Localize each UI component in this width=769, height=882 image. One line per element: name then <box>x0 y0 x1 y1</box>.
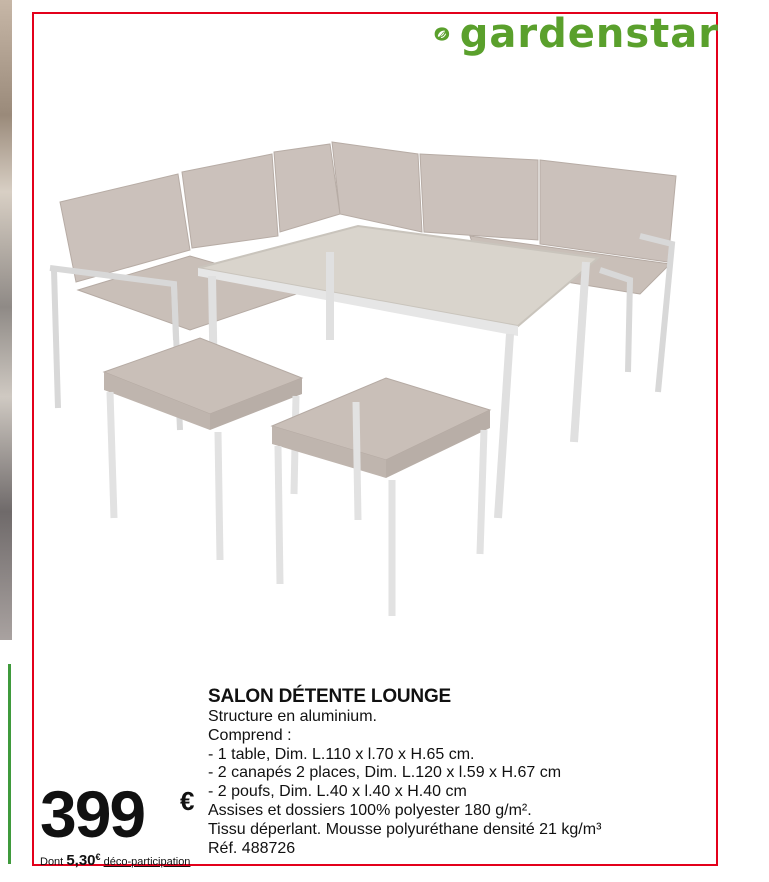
eco-participation <box>40 852 190 869</box>
garden-lounge-set-image <box>40 140 700 620</box>
price-amount: 399 <box>40 777 145 851</box>
brand-name: gardenstar <box>459 11 719 57</box>
description-line: Assises et dossiers 100% polyester 180 g/m². <box>208 801 532 819</box>
eco-suffix: déco-participation <box>103 856 191 868</box>
description-line: Structure en aluminium. <box>208 708 377 725</box>
brand-logo <box>434 8 719 60</box>
product-title: SALON DÉTENTE LOUNGE <box>208 686 452 707</box>
description-line: - 2 poufs, Dim. L.40 x l.40 x H.40 cm <box>208 783 467 801</box>
price-currency: € <box>180 786 195 816</box>
adjacent-photo-strip <box>0 0 12 640</box>
product-description <box>208 686 728 858</box>
leaf-logo-icon <box>434 11 450 57</box>
description-line: Comprend : <box>208 726 292 744</box>
description-line: - 2 canapés 2 places, Dim. L.120 x l.59 x H.67 cm <box>208 764 562 782</box>
description-line: - 1 table, Dim. L.110 x l.70 x H.65 cm. <box>208 745 475 763</box>
reference-line: Réf. 488726 <box>208 839 296 857</box>
eco-value: 5,30 <box>66 852 96 869</box>
description-line: Tissu déperlant. Mousse polyuréthane densité 21 kg/m³ <box>208 820 602 838</box>
eco-prefix: Dont <box>40 856 64 868</box>
eco-currency: € <box>95 852 101 862</box>
green-divider <box>8 664 11 864</box>
